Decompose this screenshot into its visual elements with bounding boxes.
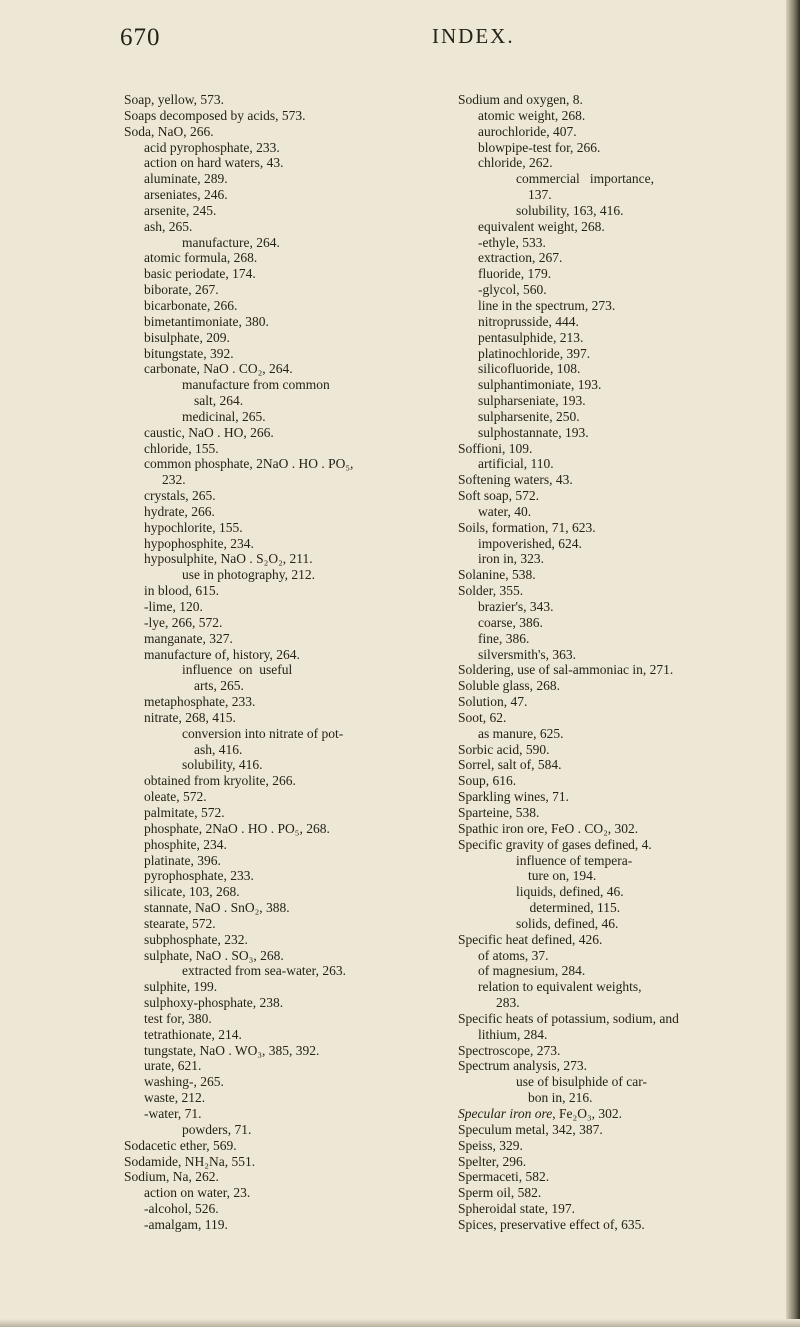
index-entry: Soot, 62. bbox=[458, 709, 507, 725]
index-subentry: conversion into nitrate of pot- bbox=[182, 725, 344, 741]
index-subentry: obtained from kryolite, 266. bbox=[144, 773, 296, 789]
index-subentry: ash, 416. bbox=[194, 741, 243, 757]
index-subentry: aluminate, 289. bbox=[144, 171, 228, 187]
index-subentry: impoverished, 624. bbox=[478, 535, 582, 551]
index-entry: Speculum metal, 342, 387. bbox=[458, 1121, 603, 1137]
index-subentry: sulpharsenite, 250. bbox=[478, 408, 580, 424]
index-subentry: brazier's, 343. bbox=[478, 599, 554, 614]
index-entry: Sparteine, 538. bbox=[458, 804, 540, 820]
index-entry: Soup, 616. bbox=[458, 773, 517, 789]
index-subentry: basic periodate, 174. bbox=[144, 266, 256, 282]
index-subentry: nitroprusside, 444. bbox=[478, 313, 579, 329]
index-entry: Spheroidal state, 197. bbox=[458, 1201, 575, 1217]
index-subentry: chloride, 155. bbox=[144, 440, 219, 456]
index-subentry: manufacture, 264. bbox=[182, 234, 280, 250]
index-subentry: caustic, NaO . HO, 266. bbox=[144, 424, 274, 440]
index-entry: Spathic iron ore, FeO . CO₂, 302. bbox=[458, 820, 639, 836]
index-entry: Spelter, 296. bbox=[458, 1153, 527, 1169]
index-subentry: hypophosphite, 234. bbox=[144, 535, 254, 551]
index-entry: Spectrum analysis, 273. bbox=[458, 1058, 587, 1074]
index-subentry: sulpharseniate, 193. bbox=[478, 393, 586, 409]
index-subentry: blowpipe-test for, 266. bbox=[478, 139, 601, 155]
index-subentry: -water, 71. bbox=[144, 1106, 202, 1121]
index-subentry: common phosphate, 2NaO . HO . PO₅, bbox=[144, 456, 354, 472]
index-entry: Sodium, Na, 262. bbox=[124, 1169, 219, 1185]
index-subentry: influence on useful bbox=[182, 662, 293, 678]
index-subentry: sulphoxy-phosphate, 238. bbox=[144, 995, 284, 1011]
index-subentry: influence of tempera- bbox=[516, 852, 633, 868]
index-entry: Sodamide, NH₂Na, 551. bbox=[124, 1153, 256, 1169]
index-subentry: manufacture from common bbox=[182, 377, 330, 393]
index-subentry: medicinal, 265. bbox=[182, 408, 266, 424]
index-subentry: solubility, 416. bbox=[182, 757, 263, 773]
index-entry: Soils, formation, 71, 623. bbox=[458, 519, 596, 535]
index-subentry: arsenite, 245. bbox=[144, 202, 217, 218]
index-subentry: test for, 380. bbox=[144, 1010, 212, 1026]
index-subentry: bicarbonate, 266. bbox=[144, 297, 238, 313]
index-subentry: sulphate, NaO . SO₃, 268. bbox=[144, 947, 284, 963]
index-subentry: chloride, 262. bbox=[478, 155, 553, 171]
index-subentry: commercial importance, bbox=[516, 171, 654, 187]
index-subentry: manufacture of, history, 264. bbox=[144, 646, 300, 662]
index-subentry: silicofluoride, 108. bbox=[478, 361, 581, 377]
index-subentry: silicate, 103, 268. bbox=[144, 884, 240, 900]
index-subentry: urate, 621. bbox=[144, 1058, 202, 1074]
index-subentry: in blood, 615. bbox=[144, 583, 220, 599]
index-subentry: relation to equivalent weights, bbox=[478, 979, 642, 995]
index-subentry: iron in, 323. bbox=[478, 551, 544, 567]
index-entry: Soluble glass, 268. bbox=[458, 678, 561, 694]
index-entry: Soda, NaO, 266. bbox=[124, 123, 214, 139]
index-subentry: bisulphate, 209. bbox=[144, 329, 230, 345]
index-subentry: of magnesium, 284. bbox=[478, 963, 586, 979]
index-subentry: ash, 265. bbox=[144, 218, 193, 234]
index-subentry: phosphite, 234. bbox=[144, 836, 227, 852]
index-entry: Solder, 355. bbox=[458, 583, 524, 599]
index-entry: Soft soap, 572. bbox=[458, 488, 539, 504]
index-subentry: tetrathionate, 214. bbox=[144, 1026, 242, 1042]
index-entry: Spices, preservative effect of, 635. bbox=[458, 1216, 645, 1232]
index-subentry: -lye, 266, 572. bbox=[144, 614, 223, 630]
index-subentry: extracted from sea-water, 263. bbox=[182, 963, 347, 979]
index-subentry: sulphostannate, 193. bbox=[478, 424, 589, 440]
index-subentry: fine, 386. bbox=[478, 630, 530, 646]
index-subentry: atomic formula, 268. bbox=[144, 250, 258, 266]
index-entry: Spermaceti, 582. bbox=[458, 1169, 550, 1185]
index-entry: Sperm oil, 582. bbox=[458, 1185, 542, 1201]
index-subentry: crystals, 265. bbox=[144, 488, 216, 504]
index-subentry: platinate, 396. bbox=[144, 852, 221, 868]
index-subentry: -amalgam, 119. bbox=[144, 1216, 228, 1232]
index-subentry: hypochlorite, 155. bbox=[144, 519, 243, 535]
index-subentry: of atoms, 37. bbox=[478, 947, 549, 963]
index-entry: Spectroscope, 273. bbox=[458, 1042, 561, 1058]
index-subentry: action on water, 23. bbox=[144, 1185, 251, 1201]
index-subentry: 232. bbox=[162, 472, 186, 488]
index-entry: Specular iron ore, Fe₂O₃, 302. bbox=[458, 1106, 623, 1121]
index-subentry: carbonate, NaO . CO₂, 264. bbox=[144, 361, 293, 377]
index-subentry: artificial, 110. bbox=[478, 456, 554, 472]
page-number: 670 bbox=[120, 24, 161, 51]
index-subentry: silversmith's, 363. bbox=[478, 646, 577, 662]
index-subentry: salt, 264. bbox=[194, 393, 244, 409]
index-entry: Sodacetic ether, 569. bbox=[124, 1137, 237, 1153]
index-subentry: bimetantimoniate, 380. bbox=[144, 313, 269, 329]
index-subentry: ture on, 194. bbox=[528, 868, 597, 884]
index-entry: Soaps decomposed by acids, 573. bbox=[124, 107, 306, 123]
index-column-left bbox=[124, 92, 444, 1233]
index-subentry: biborate, 267. bbox=[144, 282, 219, 298]
index-subentry: arts, 265. bbox=[194, 678, 244, 694]
index-subentry: pyrophosphate, 233. bbox=[144, 868, 254, 884]
index-subentry: pentasulphide, 213. bbox=[478, 329, 584, 345]
index-subentry: determined, 115. bbox=[516, 900, 621, 916]
index-subentry: action on hard waters, 43. bbox=[144, 155, 284, 171]
index-subentry: 283. bbox=[496, 995, 520, 1011]
index-subentry: solubility, 163, 416. bbox=[516, 202, 624, 218]
index-subentry: arseniates, 246. bbox=[144, 187, 228, 203]
index-subentry: use in photography, 212. bbox=[182, 567, 315, 583]
index-subentry: powders, 71. bbox=[182, 1121, 252, 1137]
index-subentry: bon in, 216. bbox=[528, 1090, 593, 1106]
index-subentry: nitrate, 268, 415. bbox=[144, 709, 236, 725]
index-entry: Specific gravity of gases defined, 4. bbox=[458, 836, 652, 852]
index-subentry: -glycol, 560. bbox=[478, 282, 547, 298]
index-subentry: sulphantimoniate, 193. bbox=[478, 377, 602, 393]
index-entry: Solanine, 538. bbox=[458, 567, 536, 583]
index-subentry: solids, defined, 46. bbox=[516, 915, 619, 931]
index-entry: Sorrel, salt of, 584. bbox=[458, 757, 562, 773]
index-entry: Specific heat defined, 426. bbox=[458, 931, 603, 947]
index-subentry: extraction, 267. bbox=[478, 250, 563, 266]
index-entry: Soap, yellow, 573. bbox=[124, 92, 224, 107]
index-subentry: water, 40. bbox=[478, 503, 532, 519]
index-subentry: acid pyrophosphate, 233. bbox=[144, 139, 280, 155]
index-subentry: coarse, 386. bbox=[478, 614, 543, 630]
index-subentry: manganate, 327. bbox=[144, 630, 233, 646]
index-subentry: as manure, 625. bbox=[478, 725, 564, 741]
index-subentry: platinochloride, 397. bbox=[478, 345, 591, 361]
index-subentry: phosphate, 2NaO . HO . PO₅, 268. bbox=[144, 820, 330, 836]
index-subentry: stannate, NaO . SnO₂, 388. bbox=[144, 900, 290, 916]
index-subentry: 137. bbox=[528, 187, 552, 203]
index-entry: Softening waters, 43. bbox=[458, 472, 573, 488]
index-subentry: equivalent weight, 268. bbox=[478, 218, 605, 234]
index-subentry: sulphite, 199. bbox=[144, 979, 218, 995]
index-subentry: washing-, 265. bbox=[144, 1074, 224, 1090]
page-bottom-edge bbox=[0, 1319, 800, 1327]
index-subentry: hydrate, 266. bbox=[144, 503, 215, 519]
index-subentry: tungstate, NaO . WO₃, 385, 392. bbox=[144, 1042, 320, 1058]
index-entry: Soldering, use of sal-ammoniac in, 271. bbox=[458, 662, 674, 678]
index-entry: Speiss, 329. bbox=[458, 1137, 523, 1153]
index-subentry: -alcohol, 526. bbox=[144, 1201, 219, 1217]
index-subentry: bitungstate, 392. bbox=[144, 345, 234, 361]
index-entry: Sodium and oxygen, 8. bbox=[458, 92, 583, 107]
index-entry: Sorbic acid, 590. bbox=[458, 741, 550, 757]
index-subentry: liquids, defined, 46. bbox=[516, 884, 624, 900]
index-subentry: subphosphate, 232. bbox=[144, 931, 248, 947]
index-subentry: hyposulphite, NaO . S₂O₂, 211. bbox=[144, 551, 313, 567]
index-entry: Soffioni, 109. bbox=[458, 440, 533, 456]
index-subentry: waste, 212. bbox=[144, 1090, 206, 1106]
index-subentry: -lime, 120. bbox=[144, 599, 203, 614]
index-subentry: fluoride, 179. bbox=[478, 266, 552, 282]
index-entry: Sparkling wines, 71. bbox=[458, 789, 569, 805]
index-subentry: use of bisulphide of car- bbox=[516, 1074, 647, 1090]
index-column-right bbox=[458, 92, 782, 1233]
page-binding-edge bbox=[786, 0, 800, 1327]
index-subentry: oleate, 572. bbox=[144, 789, 207, 805]
index-subentry: stearate, 572. bbox=[144, 915, 216, 931]
index-subentry: aurochloride, 407. bbox=[478, 123, 577, 139]
index-entry: Specific heats of potassium, sodium, and bbox=[458, 1010, 679, 1026]
index-subentry: line in the spectrum, 273. bbox=[478, 297, 616, 313]
index-subentry: atomic weight, 268. bbox=[478, 107, 586, 123]
index-subentry: palmitate, 572. bbox=[144, 804, 225, 820]
index-subentry: metaphosphate, 233. bbox=[144, 694, 256, 710]
index-entry: Solution, 47. bbox=[458, 694, 528, 710]
index-subentry: -ethyle, 533. bbox=[478, 234, 546, 250]
index-subentry: lithium, 284. bbox=[478, 1026, 548, 1042]
running-head: INDEX. bbox=[432, 24, 515, 48]
